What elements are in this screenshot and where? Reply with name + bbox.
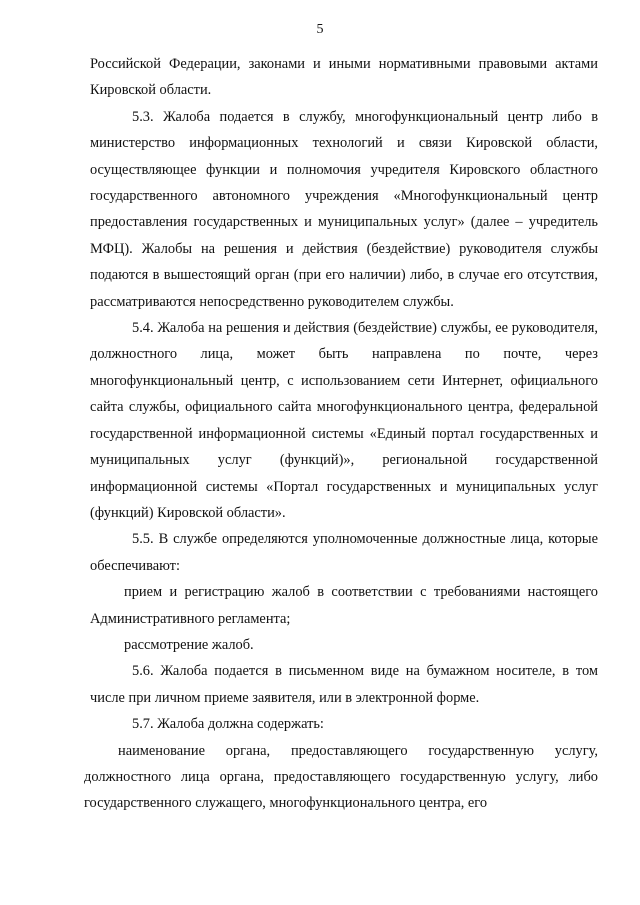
document-body — [84, 51, 598, 817]
page-number: 5 — [316, 22, 324, 37]
paragraph-5-4: 5.4. Жалоба на решения и действия (бездействие) службы, ее руководителя, должностного лица, может быть направлена по почте, через многофункциональный центр, с использованием сети Интернет, официального сайта службы, официального сайта многофункционального центра, федеральной государственной информационной системы «Единый портал государственных и муниципальных услуг (функций)», региональной государственной информационной системы «Портал государственных и муниципальных услуг (функций) Кировской области». — [90, 320, 598, 521]
paragraph-5-6: 5.6. Жалоба подается в письменном виде на бумажном носителе, в том числе при личном приеме заявителя, или в электронной форме. — [90, 663, 598, 706]
paragraph-5-5: 5.5. В службе определяются уполномоченные должностные лица, которые обеспечивают: — [90, 531, 598, 574]
paragraph-5-5-item-review: рассмотрение жалоб. — [124, 636, 254, 653]
paragraph-5-3: 5.3. Жалоба подается в службу, многофункциональный центр либо в министерство информационных технологий и связи Кировской области, осуществляющее функции и полномочия учредителя Кировского областного государственного автономного учреждения «Многофункциональный центр предоставления государственных и муниципальных услуг» (далее – учредитель МФЦ). Жалобы на решения и действия (бездействие) руководителя службы подаются в вышестоящий орган (при его наличии) либо, в случае его отсутствия, рассматриваются непосредственно руководителем службы. — [90, 108, 598, 310]
paragraph-5-7-item-body-name: наименование органа, предоставляющего государственную услугу, должностного лица органа, предоставляющего государственную услугу, либо государственного служащего, многофункционального центра, его — [84, 742, 598, 812]
paragraph-5-5-item-reception: прием и регистрацию жалоб в соответствии с требованиями настоящего Административного регламента; — [90, 584, 598, 627]
paragraph-continuation: Российской Федерации, законами и иными нормативными правовыми актами Кировской области. — [90, 56, 598, 99]
paragraph-5-7: 5.7. Жалоба должна содержать: — [132, 716, 324, 733]
